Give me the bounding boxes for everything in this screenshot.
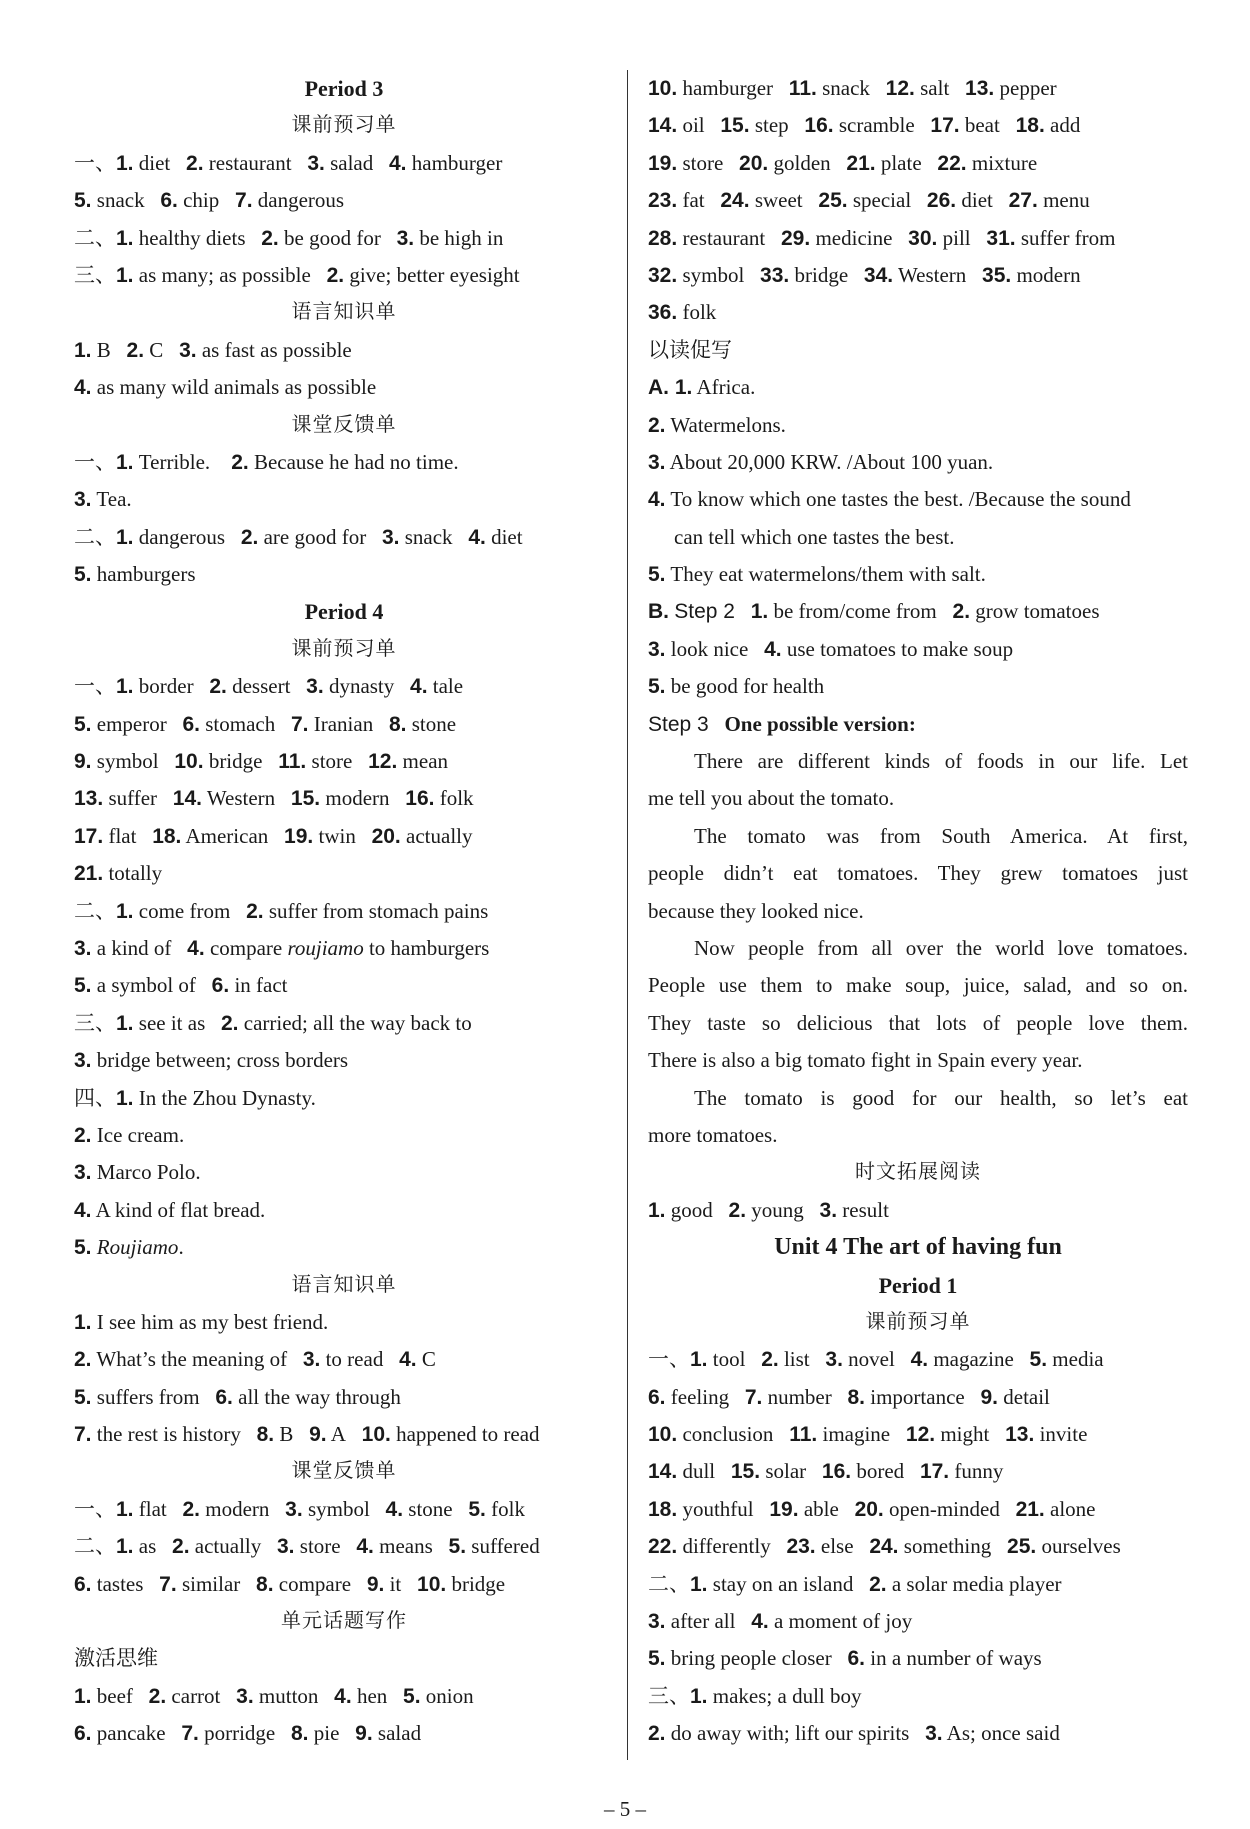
answer-line: 二、1. stay on an island 2. a solar media player [648, 1571, 1062, 1596]
answer-line: 3. a kind of 4. compare roujiamo to hamburgers [74, 935, 490, 960]
column-divider [627, 70, 628, 1760]
essay-line: There are different kinds of foods in our life. Let [694, 749, 1188, 774]
answer-line: 21. totally [74, 861, 163, 886]
answer-line: 36. folk [648, 300, 717, 325]
answer-line: 一、1. flat 2. modern 3. symbol 4. stone 5. folk [74, 1496, 525, 1521]
answer-line: 32. symbol 33. bridge 34. Western 35. modern [648, 262, 1081, 287]
answer-line: 5. emperor 6. stomach 7. Iranian 8. stone [74, 711, 457, 736]
answer-line: B. Step 2 1. be from/come from 2. grow tomatoes [648, 599, 1100, 624]
answer-line: 28. restaurant 29. medicine 30. pill 31. suffer from [648, 225, 1116, 250]
essay-line: people didn’t eat tomatoes. They grew tomatoes just [648, 861, 1188, 886]
answer-line: A. 1. Africa. [648, 375, 756, 400]
answer-line: 5. hamburgers [74, 562, 196, 587]
essay-line: me tell you about the tomato. [648, 786, 895, 811]
answer-line: 18. youthful 19. able 20. open-minded 21. alone [648, 1496, 1096, 1521]
right-column [648, 70, 1188, 1753]
answer-line: 三、1. see it as 2. carried; all the way back to [74, 1010, 472, 1035]
answer-line: 一、1. border 2. dessert 3. dynasty 4. tale [74, 674, 464, 699]
answer-line: 二、1. dangerous 2. are good for 3. snack 4. diet [74, 524, 523, 549]
answer-line: 5. snack 6. chip 7. dangerous [74, 188, 345, 213]
section-heading: 时文拓展阅读 [855, 1161, 981, 1184]
essay-line: Now people from all over the world love tomatoes. [694, 935, 1188, 960]
answer-line: 3. bridge between; cross borders [74, 1048, 349, 1073]
answer-line: 5. suffers from 6. all the way through [74, 1384, 401, 1409]
answer-line: 3. Marco Polo. [74, 1160, 201, 1185]
answer-line: Step 3 One possible version: [648, 711, 916, 736]
section-heading: 课前预习单 [291, 637, 397, 660]
answer-line: 二、1. as 2. actually 3. store 4. means 5. suffered [74, 1534, 540, 1559]
answer-line: 19. store 20. golden 21. plate 22. mixture [648, 150, 1038, 175]
answer-line: 9. symbol 10. bridge 11. store 12. mean [74, 749, 449, 774]
answer-line: 三、1. as many; as possible 2. give; better eyesight [74, 262, 520, 287]
answer-line: 四、1. In the Zhou Dynasty. [74, 1085, 316, 1110]
answer-line: 14. oil 15. step 16. scramble 17. beat 18. add [648, 113, 1081, 138]
section-heading: 课堂反馈单 [291, 413, 397, 436]
period-heading: Period 4 [304, 599, 384, 625]
answer-line: 6. feeling 7. number 8. importance 9. detail [648, 1384, 1050, 1409]
answer-line: 2. do away with; lift our spirits 3. As; once said [648, 1721, 1060, 1746]
answer-line-continued: can tell which one tastes the best. [674, 524, 955, 549]
answer-line: 3. look nice 4. use tomatoes to make soup [648, 636, 1014, 661]
answer-line: 14. dull 15. solar 16. bored 17. funny [648, 1459, 1004, 1484]
answer-line: 7. the rest is history 8. B 9. A 10. happened to read [74, 1422, 540, 1447]
answer-line: 1. B 2. C 3. as fast as possible [74, 337, 352, 362]
section-heading: 语言知识单 [291, 1273, 397, 1296]
section-heading: 课前预习单 [291, 114, 397, 137]
answer-line: 三、1. makes; a dull boy [648, 1683, 862, 1708]
left-column [74, 70, 614, 1753]
answer-line: 以读促写 [648, 337, 732, 362]
essay-line: People use them to make soup, juice, salad, and so on. [648, 973, 1188, 998]
answer-line: 4. To know which one tastes the best. /Because the sound [648, 487, 1131, 512]
answer-line: 10. hamburger 11. snack 12. salt 13. pepper [648, 76, 1057, 100]
answer-line: 二、1. come from 2. suffer from stomach pains [74, 898, 489, 923]
unit-heading: Unit 4 The art of having fun [774, 1234, 1062, 1261]
answer-line: 5. Roujiamo. [74, 1235, 184, 1260]
essay-line: There is also a big tomato fight in Spain every year. [648, 1048, 1083, 1073]
answer-line: 13. suffer 14. Western 15. modern 16. folk [74, 786, 474, 811]
essay-line: more tomatoes. [648, 1122, 778, 1147]
answer-line: 4. A kind of flat bread. [74, 1197, 266, 1222]
answer-line: 2. Watermelons. [648, 412, 786, 437]
answer-line: 5. be good for health [648, 674, 825, 699]
answer-line: 2. What’s the meaning of 3. to read 4. C [74, 1347, 436, 1372]
answer-line: 10. conclusion 11. imagine 12. might 13. invite [648, 1422, 1088, 1447]
answer-line: 2. Ice cream. [74, 1122, 185, 1147]
essay-line: The tomato is good for our health, so let’s eat [694, 1085, 1188, 1110]
answer-line: 5. They eat watermelons/them with salt. [648, 562, 986, 587]
answer-line: 6. tastes 7. similar 8. compare 9. it 10. bridge [74, 1571, 506, 1596]
section-heading: 课前预习单 [865, 1310, 971, 1333]
answer-line: 1. beef 2. carrot 3. mutton 4. hen 5. onion [74, 1683, 474, 1708]
essay-line: They taste so delicious that lots of people love them. [648, 1010, 1188, 1035]
answer-line: 激活思维 [74, 1646, 158, 1671]
answer-line: 一、1. tool 2. list 3. novel 4. magazine 5. media [648, 1347, 1104, 1372]
answer-line: 6. pancake 7. porridge 8. pie 9. salad [74, 1721, 422, 1746]
answer-line: 1. I see him as my best friend. [74, 1309, 329, 1334]
answer-line: 22. differently 23. else 24. something 25. ourselves [648, 1534, 1121, 1559]
answer-line: 23. fat 24. sweet 25. special 26. diet 27. menu [648, 188, 1090, 213]
answer-line: 3. Tea. [74, 487, 132, 512]
period-heading: Period 1 [878, 1272, 958, 1298]
answer-line: 3. About 20,000 KRW. /About 100 yuan. [648, 449, 994, 474]
answer-line: 17. flat 18. American 19. twin 20. actually [74, 823, 473, 848]
answer-line: 二、1. healthy diets 2. be good for 3. be high in [74, 225, 504, 250]
essay-line: The tomato was from South America. At first, [694, 823, 1188, 848]
answer-line: 5. a symbol of 6. in fact [74, 973, 288, 998]
answer-line: 3. after all 4. a moment of joy [648, 1609, 913, 1634]
section-heading: 语言知识单 [291, 301, 397, 324]
essay-line: because they looked nice. [648, 898, 864, 923]
answer-line: 1. good 2. young 3. result [648, 1197, 889, 1222]
section-heading: 课堂反馈单 [291, 1460, 397, 1483]
answer-line: 4. as many wild animals as possible [74, 375, 377, 400]
section-heading: 单元话题写作 [281, 1610, 407, 1633]
page-number: – 5 – [604, 1797, 646, 1821]
period-heading: Period 3 [304, 76, 384, 101]
answer-line: 一、1. diet 2. restaurant 3. salad 4. hamburger [74, 150, 503, 175]
answer-line: 5. bring people closer 6. in a number of ways [648, 1646, 1042, 1671]
answer-line: 一、1. Terrible. 2. Because he had no time. [74, 449, 459, 474]
